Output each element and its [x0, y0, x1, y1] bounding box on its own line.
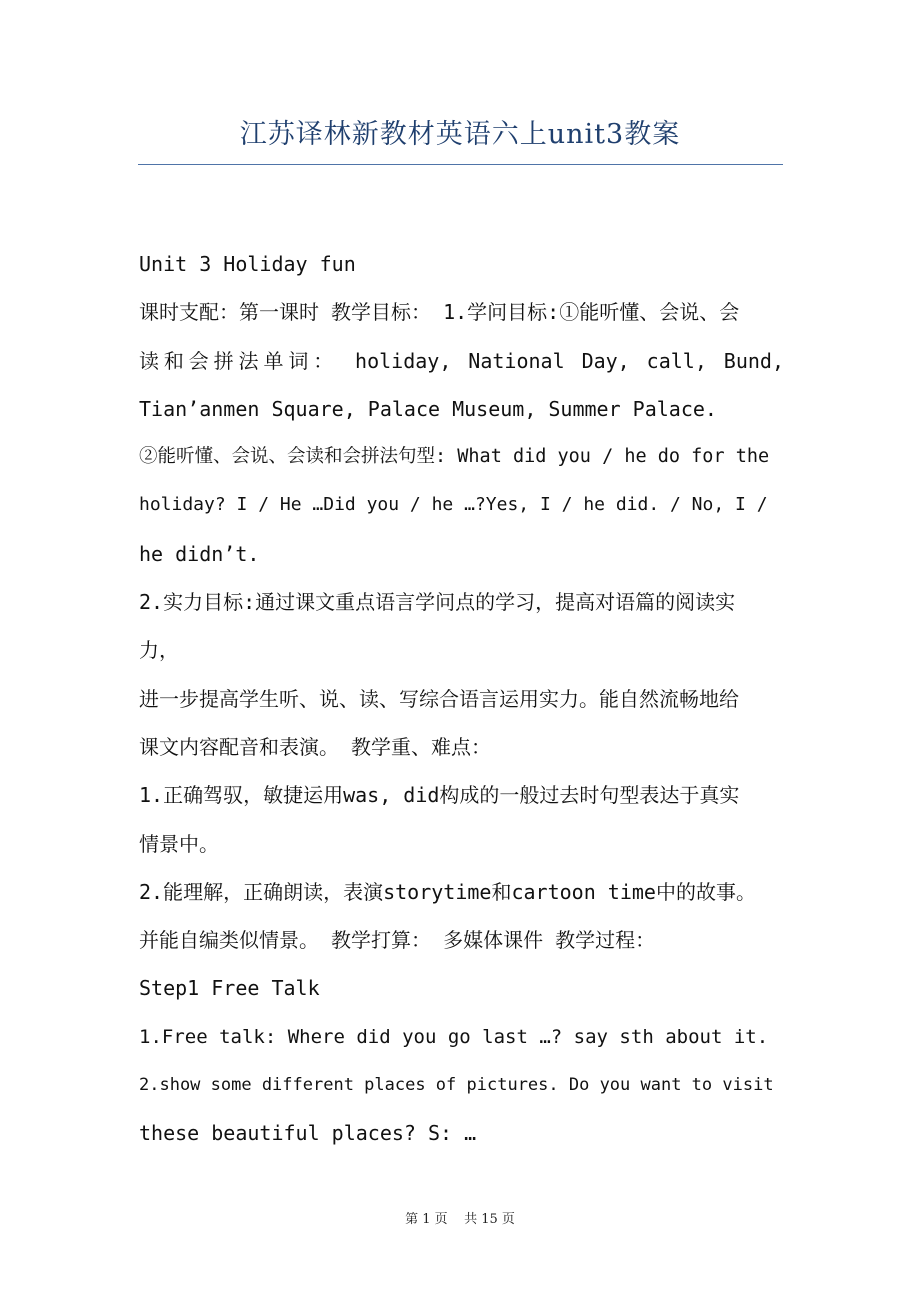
body-line: ②能听懂、会说、会读和会拼法句型: What did you / he do for the [139, 446, 770, 468]
body-line: 2.实力目标:通过课文重点语言学问点的学习，提高对语篇的阅读实 [139, 590, 736, 615]
body-line: 2.能理解，正确朗读，表演storytime和cartoon time中的故事。 [139, 879, 756, 904]
body-line: 读和会拼法单词： holiday, National Day, call, Bund, [139, 348, 784, 373]
unit-heading: Unit 3 Holiday fun [139, 252, 356, 276]
body-line: 1.Free talk: Where did you go last …? say sth about it. [139, 1025, 769, 1048]
page-footer: 第 1 页 共 15 页 [405, 1212, 515, 1227]
body-line: 课时支配：第一课时 教学目标： 1.学问目标:①能听懂、会说、会 [139, 300, 740, 325]
body-line: these beautiful places? S: … [139, 1121, 477, 1146]
body-line: 情景中。 [139, 831, 219, 856]
body-line: 并能自编类似情景。 教学打算： 多媒体课件 教学过程： [139, 928, 656, 953]
body-line: 1.正确驾驭，敏捷运用was, did构成的一般过去时句型表达于真实 [139, 783, 740, 808]
body-line: he didn’t. [139, 541, 260, 566]
document-title: 江苏译林新教材英语六上unit3教案 [239, 119, 681, 150]
body-line: 课文内容配音和表演。 教学重、难点： [139, 734, 492, 759]
title-underline [138, 164, 783, 165]
body-line: holiday? I / He …Did you / he …?Yes, I / he did. / No, I / [139, 494, 768, 516]
document-body [139, 240, 784, 1158]
step-heading: Step1 Free Talk [139, 976, 320, 1001]
body-line: 力， [139, 638, 179, 663]
body-line: 2.show some different places of pictures. Do you want to visit [139, 1075, 774, 1096]
body-line: Tian’anmen Square, Palace Museum, Summer Palace. [139, 396, 717, 421]
body-line: 进一步提高学生听、说、读、写综合语言运用实力。能自然流畅地给 [139, 686, 739, 711]
